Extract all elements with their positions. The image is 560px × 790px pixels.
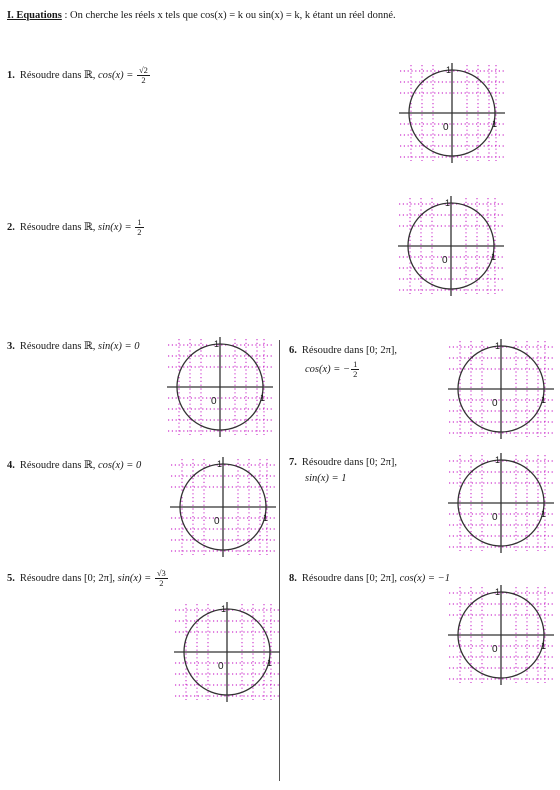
fraction bbox=[351, 360, 359, 379]
fraction bbox=[137, 66, 150, 85]
label-one-top: 1 bbox=[495, 341, 501, 351]
label-one-top: 1 bbox=[446, 65, 452, 75]
circle-slot-5 bbox=[172, 602, 282, 707]
exercise-prefix: Résoudre dans ℝ, bbox=[19, 221, 99, 233]
exercise-number: 1. bbox=[7, 69, 15, 81]
exercise-number: 3. bbox=[7, 341, 15, 352]
label-one-right: 1 bbox=[541, 509, 547, 519]
exercise-number: 5. bbox=[7, 572, 15, 584]
exercise-4 bbox=[7, 461, 141, 472]
fraction-numerator: √2 bbox=[139, 65, 148, 75]
fraction-numerator: √3 bbox=[156, 568, 166, 578]
fraction-denominator: 2 bbox=[353, 368, 358, 379]
circle-slot-4 bbox=[168, 457, 278, 562]
exercise-3 bbox=[7, 342, 140, 353]
circle-slot-1 bbox=[397, 63, 507, 168]
exercise-8 bbox=[289, 574, 450, 585]
exercise-number: 4. bbox=[7, 460, 15, 471]
exercise-equation: cos(x) = bbox=[98, 69, 137, 81]
circle-slot-6 bbox=[446, 339, 556, 444]
exercise-number: 8. bbox=[289, 573, 297, 584]
exercise-2 bbox=[7, 218, 145, 237]
trig-circle bbox=[165, 337, 275, 437]
label-one-right: 1 bbox=[260, 393, 266, 403]
fraction-denominator: 2 bbox=[141, 74, 146, 85]
trig-circle bbox=[446, 453, 556, 553]
label-one-top: 1 bbox=[214, 339, 220, 349]
label-zero: 0 bbox=[442, 255, 448, 266]
label-one-top: 1 bbox=[495, 587, 501, 597]
label-one-top: 1 bbox=[217, 459, 223, 469]
label-zero: 0 bbox=[492, 644, 498, 655]
exercise-number: 2. bbox=[7, 221, 15, 233]
label-one-right: 1 bbox=[492, 119, 498, 129]
exercise-equation: cos(x) = −1 bbox=[399, 573, 450, 584]
label-one-top: 1 bbox=[495, 455, 501, 465]
fraction-numerator: 1 bbox=[137, 217, 142, 227]
label-one-right: 1 bbox=[267, 658, 273, 668]
section-title: I. Equations bbox=[7, 10, 62, 21]
trig-circle bbox=[168, 457, 278, 557]
header-text: : On cherche les réels x tels que cos(x) = k ou sin(x) = k, k étant un réel donné. bbox=[61, 10, 396, 21]
label-one-right: 1 bbox=[263, 513, 269, 523]
label-zero: 0 bbox=[214, 516, 220, 527]
trig-circle bbox=[396, 196, 506, 296]
exercise-1 bbox=[7, 66, 151, 85]
label-one-right: 1 bbox=[541, 395, 547, 405]
label-one-top: 1 bbox=[445, 198, 451, 208]
page-header bbox=[7, 10, 396, 21]
exercise-6 bbox=[289, 342, 397, 379]
label-one-right: 1 bbox=[491, 252, 497, 262]
exercise-prefix: Résoudre dans ℝ, bbox=[19, 341, 99, 352]
exercise-equation: sin(x) = bbox=[98, 221, 135, 233]
exercise-prefix: Résoudre dans [0; 2π], bbox=[301, 457, 397, 468]
fraction-denominator: 2 bbox=[137, 226, 142, 237]
exercise-prefix: Résoudre dans ℝ, bbox=[19, 460, 99, 471]
column-divider bbox=[279, 340, 280, 781]
exercise-prefix: Résoudre dans [0; 2π], bbox=[19, 572, 118, 584]
exercise-prefix: Résoudre dans [0; 2π], bbox=[301, 573, 400, 584]
label-one-right: 1 bbox=[541, 641, 547, 651]
label-zero: 0 bbox=[218, 661, 224, 672]
fraction bbox=[155, 569, 168, 588]
trig-circle bbox=[172, 602, 282, 702]
fraction bbox=[135, 218, 143, 237]
exercise-equation: cos(x) = 0 bbox=[98, 460, 142, 471]
label-zero: 0 bbox=[492, 512, 498, 523]
exercise-number: 7. bbox=[289, 457, 297, 468]
exercise-prefix: Résoudre dans [0; 2π], bbox=[301, 345, 397, 356]
trig-circle bbox=[446, 339, 556, 439]
label-one-top: 1 bbox=[221, 604, 227, 614]
exercise-equation: cos(x) = − bbox=[305, 363, 351, 375]
fraction-numerator: 1 bbox=[353, 358, 358, 369]
exercise-equation: sin(x) = 1 bbox=[305, 473, 347, 485]
label-zero: 0 bbox=[492, 398, 498, 409]
circle-slot-8 bbox=[446, 585, 556, 690]
label-zero: 0 bbox=[211, 396, 217, 407]
circle-slot-2 bbox=[396, 196, 506, 301]
exercise-equation: sin(x) = bbox=[117, 572, 154, 584]
trig-circle bbox=[397, 63, 507, 163]
label-zero: 0 bbox=[443, 122, 449, 133]
exercise-number: 6. bbox=[289, 345, 297, 356]
fraction-denominator: 2 bbox=[159, 577, 164, 588]
trig-circle bbox=[446, 585, 556, 685]
exercise-prefix: Résoudre dans ℝ, bbox=[19, 69, 99, 81]
exercise-equation: sin(x) = 0 bbox=[98, 341, 140, 352]
circle-slot-3 bbox=[165, 337, 275, 442]
circle-slot-7 bbox=[446, 453, 556, 558]
exercise-5 bbox=[7, 569, 169, 588]
exercise-7 bbox=[289, 455, 397, 488]
